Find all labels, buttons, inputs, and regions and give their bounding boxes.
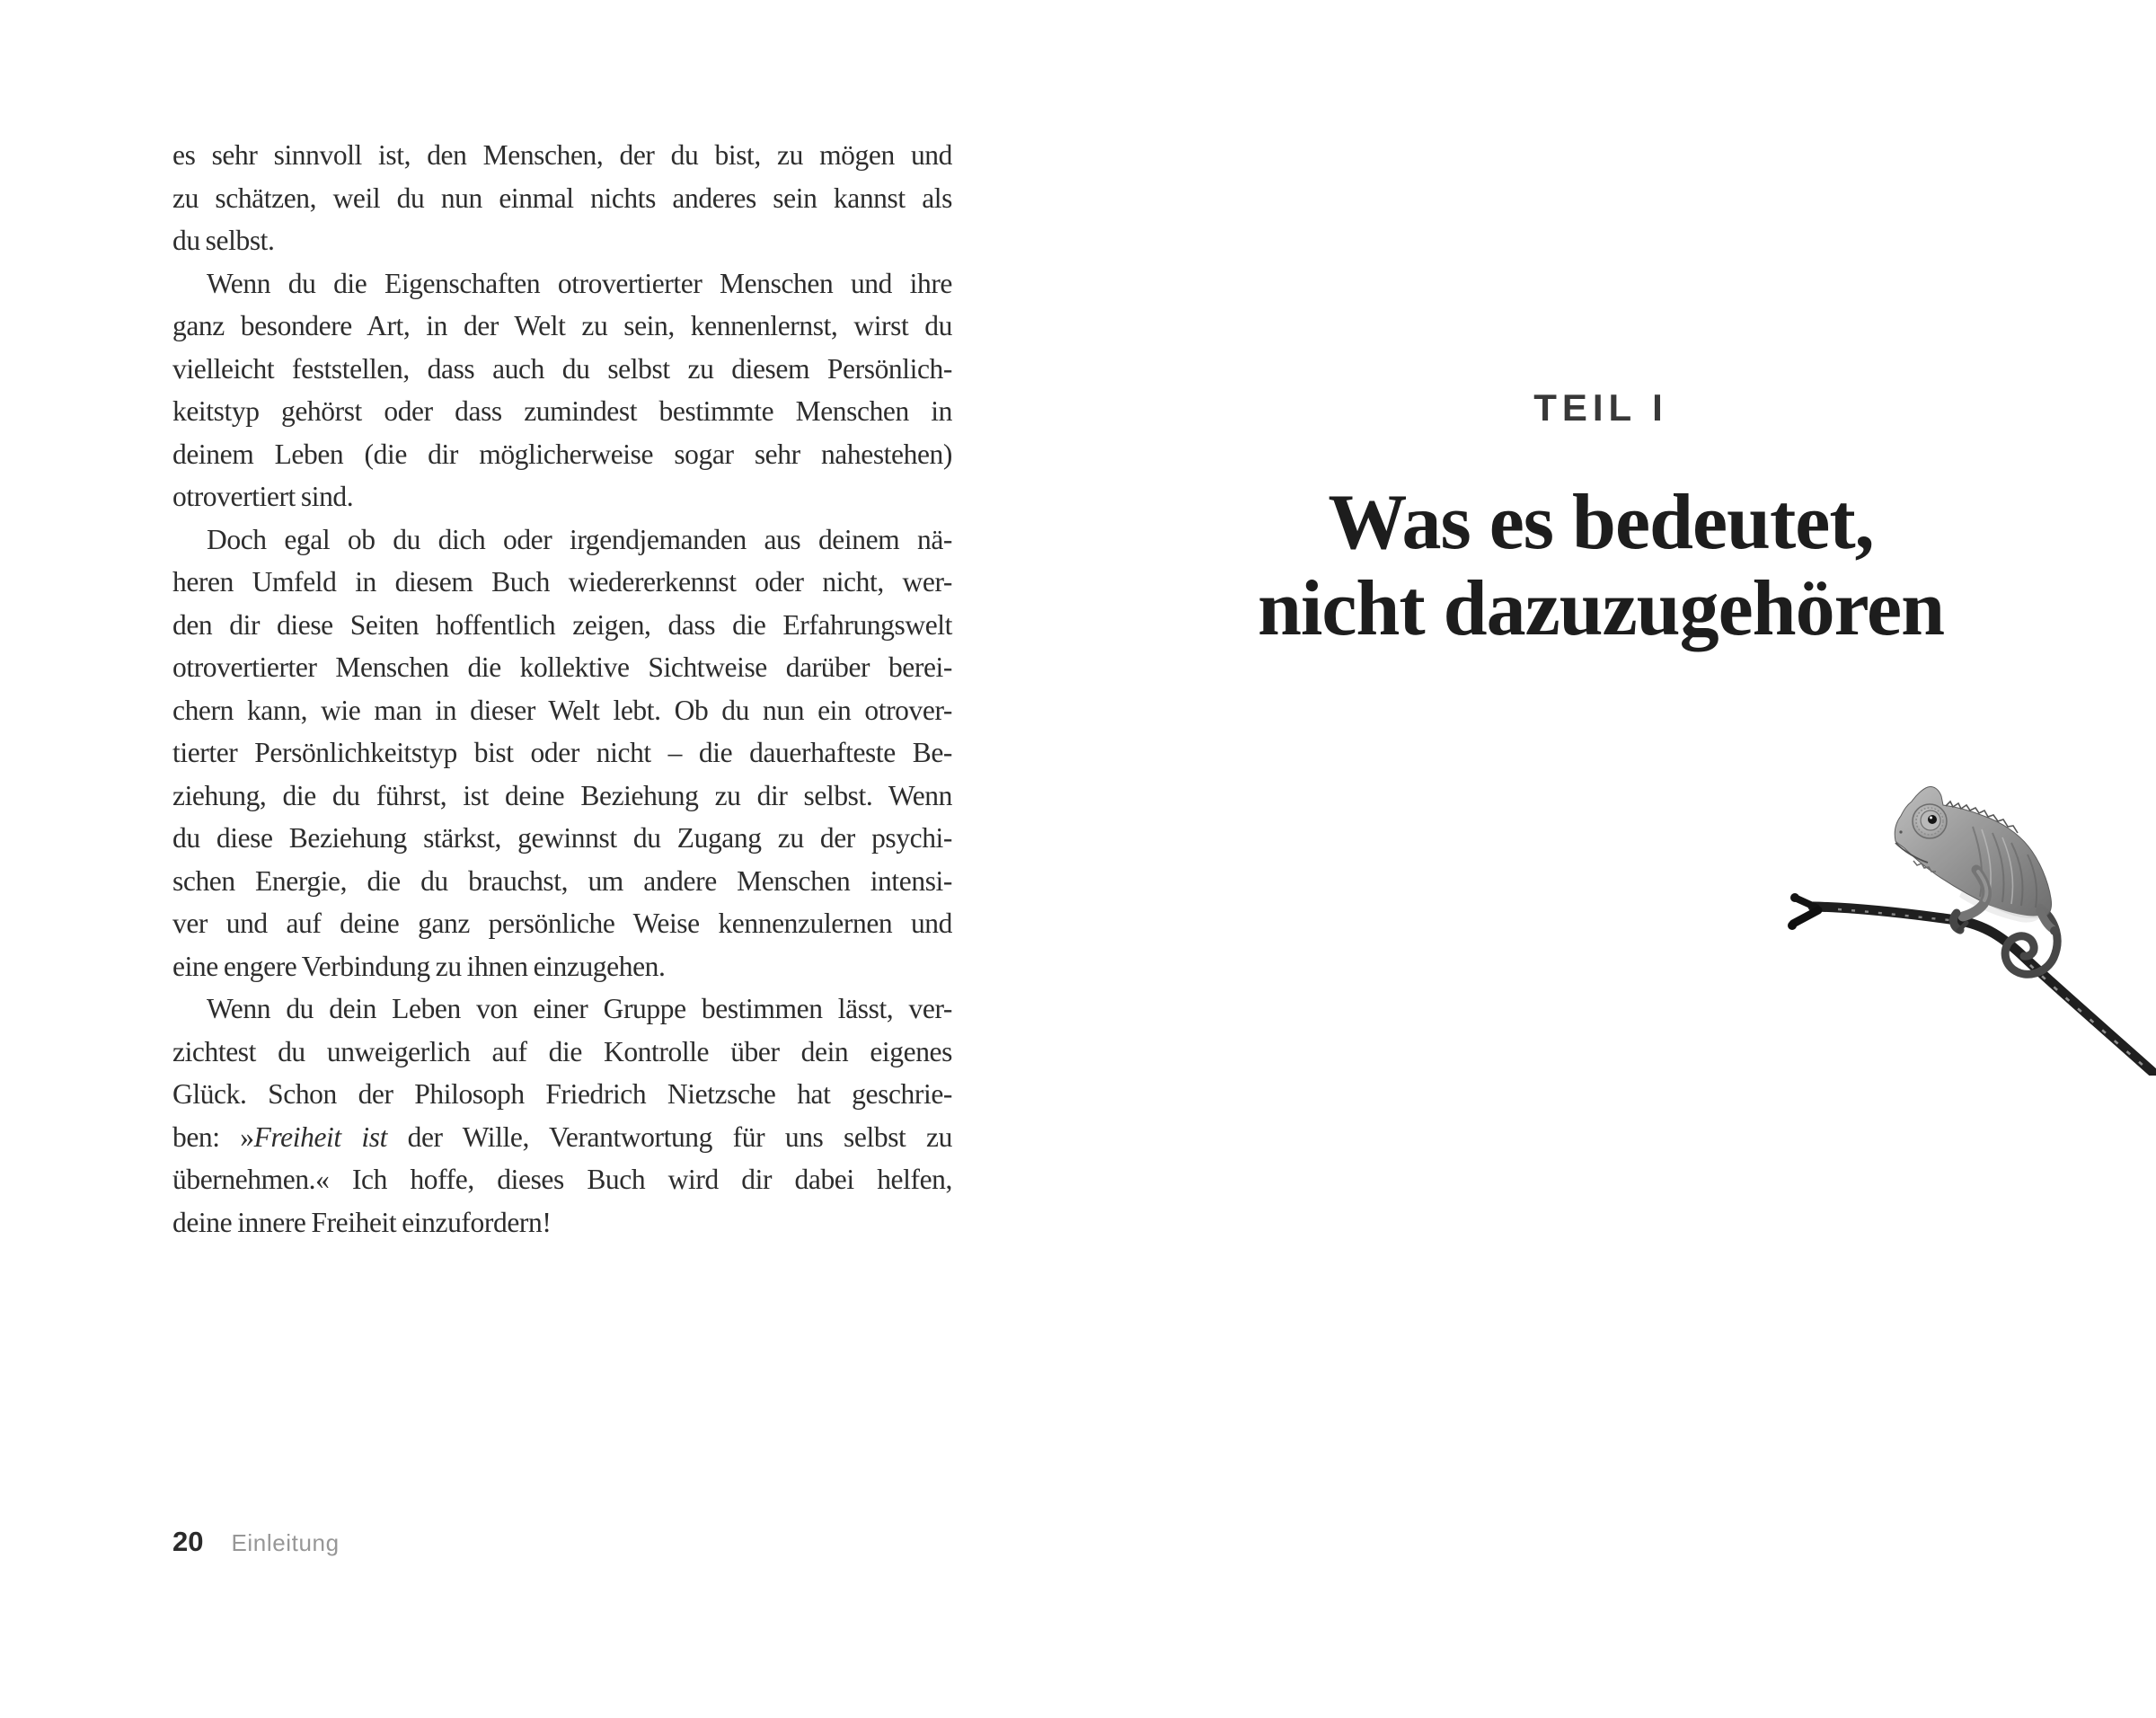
text-line: ver und auf deine ganz persönliche Weise kennenzulernen und <box>172 908 952 939</box>
text-line: zichtest du unweigerlich auf die Kontrolle über dein eigenes <box>172 1035 952 1067</box>
text-line: ganz besondere Art, in der Welt zu sein, kennenlernst, wirst du <box>172 310 952 341</box>
text-line: du selbst. <box>172 225 275 256</box>
running-chapter-title: Einleitung <box>231 1529 340 1556</box>
text-line: tierter Persönlichkeitstyp bist oder nicht – die dauerhafteste Be- <box>172 737 952 768</box>
text-line: heren Umfeld in diesem Buch wiedererkennst oder nicht, wer- <box>172 566 952 598</box>
text-line: eine engere Verbindung zu ihnen einzugehen. <box>172 950 666 982</box>
text-line: chern kann, wie man in dieser Welt lebt. Ob du nun ein otrover- <box>172 694 952 726</box>
page-number: 20 <box>172 1526 204 1557</box>
text-line: den dir diese Seiten hoffentlich zeigen, dass die Erfahrungswelt <box>172 608 952 641</box>
text-line: es sehr sinnvoll ist, den Menschen, der du bist, zu mögen und <box>172 139 952 171</box>
text-line: otrovertierter Menschen die kollektive Sichtweise darüber berei- <box>172 651 952 683</box>
part-label: TEIL I <box>1533 386 1668 429</box>
text-line: ziehung, die du führst, ist deine Beziehung zu dir selbst. Wenn <box>172 779 952 811</box>
text-line: keitstyp gehörst oder dass zumindest bestimmte Menschen in <box>172 395 952 427</box>
page-footer <box>172 1526 340 1558</box>
text-line: schen Energie, die du brauchst, um andere Menschen intensi- <box>172 864 952 897</box>
part-title <box>1078 480 2124 652</box>
text-line: Doch egal ob du dich oder irgendjemanden aus deinem nä- <box>207 523 952 555</box>
text-line: vielleicht feststellen, dass auch du selbst zu diesem Persönlich- <box>172 352 952 385</box>
text-line: Wenn du dein Leben von einer Gruppe bestimmen lässt, ver- <box>207 993 952 1024</box>
text-line: Glück. Schon der Philosoph Friedrich Nietzsche hat geschrie- <box>172 1078 952 1110</box>
text-line: du diese Beziehung stärkst, gewinnst du Zugang zu der psychi- <box>172 822 952 854</box>
text-line: deinem Leben (die dir möglicherweise sogar sehr nahestehen) <box>172 438 952 470</box>
right-page <box>1078 0 2156 1718</box>
text-line: otrovertiert sind. <box>172 481 354 512</box>
text-line: deine innere Freiheit einzufordern! <box>172 1206 552 1238</box>
text-line: zu schätzen, weil du nun einmal nichts anderes sein kannst als <box>172 182 952 214</box>
chameleon-on-branch-photo <box>1786 766 2156 1076</box>
text-line: Wenn du die Eigenschaften otrovertierter Menschen und ihre <box>207 267 952 299</box>
text-line: ben: »Freiheit ist der Wille, Verantwortung für uns selbst zu <box>172 1120 952 1153</box>
text-line: übernehmen.« Ich hoffe, dieses Buch wird dir dabei helfen, <box>172 1164 952 1195</box>
body-text <box>172 134 952 1244</box>
part-title-line1: Was es bedeutet, <box>1328 479 1874 566</box>
part-title-line2: nicht dazuzugehören <box>1257 565 1945 652</box>
